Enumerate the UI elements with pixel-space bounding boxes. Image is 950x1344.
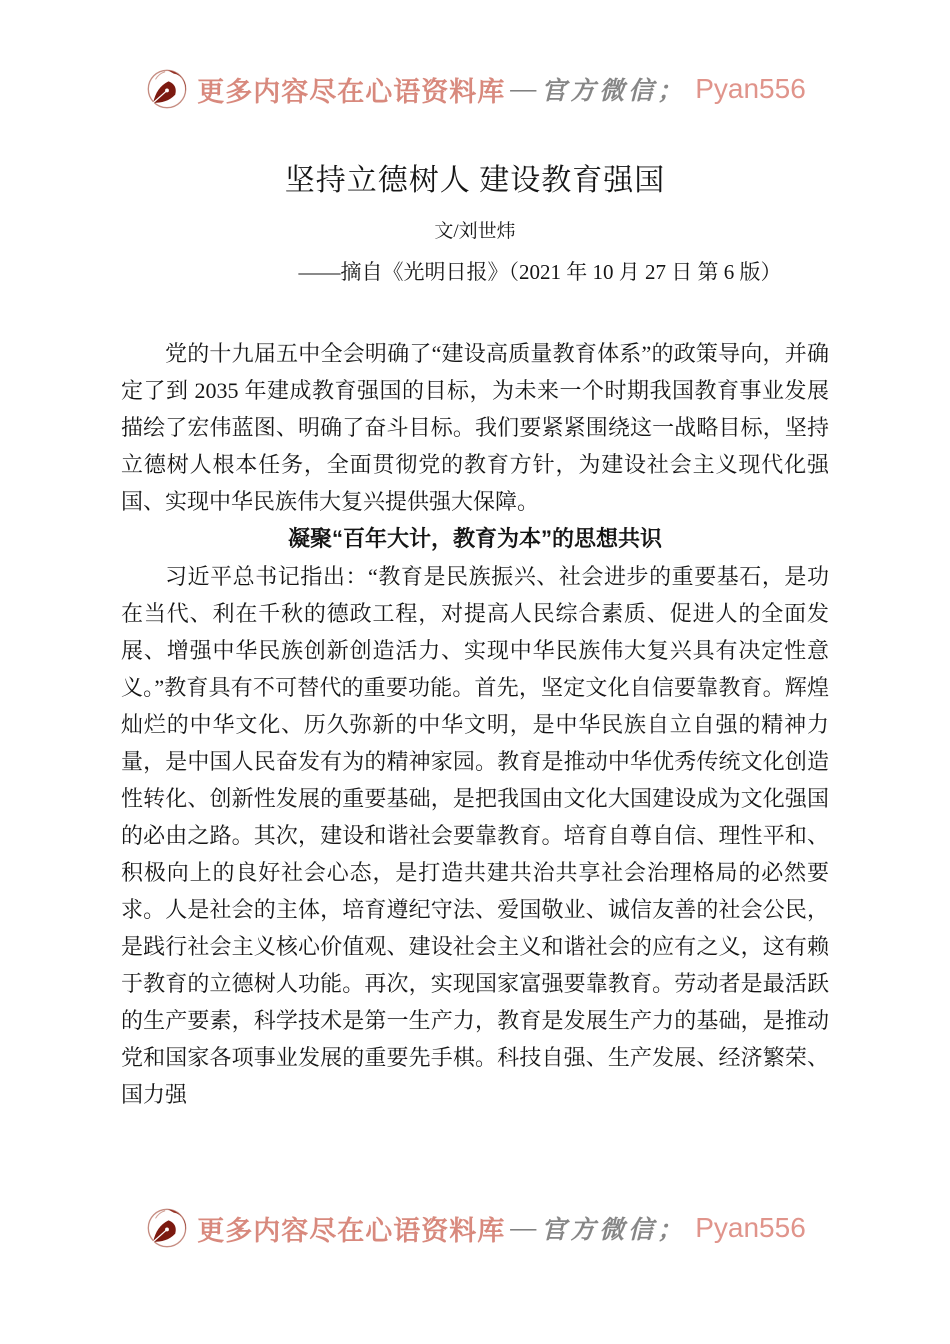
article-byline: 文/刘世炜 [434,221,516,242]
watermark-dash: — [510,1213,537,1242]
watermark-wechat-account: Pyan556 [695,73,806,104]
paragraph-1: 党的十九届五中全会明确了“建设高质量教育体系”的政策导向，并确定了到 2035 年建成教育强国的目标，为未来一个时期我国教育事业发展描绘了宏伟蓝图、明确了奋斗目标。我们要紧紧围绕这一战略目标，坚持立德树人根本任务，全面贯彻党的教育方针，为建设社会主义现代化强国、实现中华民族伟大复兴提供强大保障。 [121,341,829,514]
article-source-line: ——摘自《光明日报》（2021 年 10 月 27 日 第 6 版） [298,260,782,284]
header-watermark [0,66,950,112]
pen-logo-icon [144,1205,190,1251]
article [121,162,829,1113]
pen-logo-icon [144,66,190,112]
watermark-wechat-label: 官方微信； [541,1217,687,1244]
watermark-site-text: 更多内容尽在心语资料库 [197,76,506,107]
paragraph-2: 习近平总书记指出：“教育是民族振兴、社会进步的重要基石，是功在当代、利在千秋的德政工程，对提高人民综合素质、促进人的全面发展、增强中华民族创新创造活力、实现中华民族伟大复兴具有决定性意义。”教育具有不可替代的重要功能。首先，坚定文化自信要靠教育。辉煌灿烂的中华文化、历久弥新的中华文明，是中华民族自立自强的精神力量，是中国人民奋发有为的精神家园。教育是推动中华优秀传统文化创造性转化、创新性发展的重要基础，是把我国由文化大国建设成为文化强国的必由之路。其次，建设和谐社会要靠教育。培育自尊自信、理性平和、积极向上的良好社会心态，是打造共建共治共享社会治理格局的必然要求。人是社会的主体，培育遵纪守法、爱国敬业、诚信友善的社会公民，是践行社会主义核心价值观、建设社会主义和谐社会的应有之义，这有赖于教育的立德树人功能。再次，实现国家富强要靠教育。劳动者是最活跃的生产要素，科学技术是第一生产力，教育是发展生产力的基础，是推动党和国家各项事业发展的重要先手棋。科技自强、生产发展、经济繁荣、国力强 [121,564,829,1107]
watermark-site-text: 更多内容尽在心语资料库 [197,1215,506,1246]
watermark-dash: — [510,74,537,103]
watermark-wechat-account: Pyan556 [695,1212,806,1243]
article-title: 坚持立德树人 建设教育强国 [284,164,666,197]
section-heading: 凝聚“百年大计，教育为本”的思想共识 [287,526,662,551]
footer-watermark [0,1205,950,1251]
watermark-wechat-label: 官方微信； [541,78,687,105]
